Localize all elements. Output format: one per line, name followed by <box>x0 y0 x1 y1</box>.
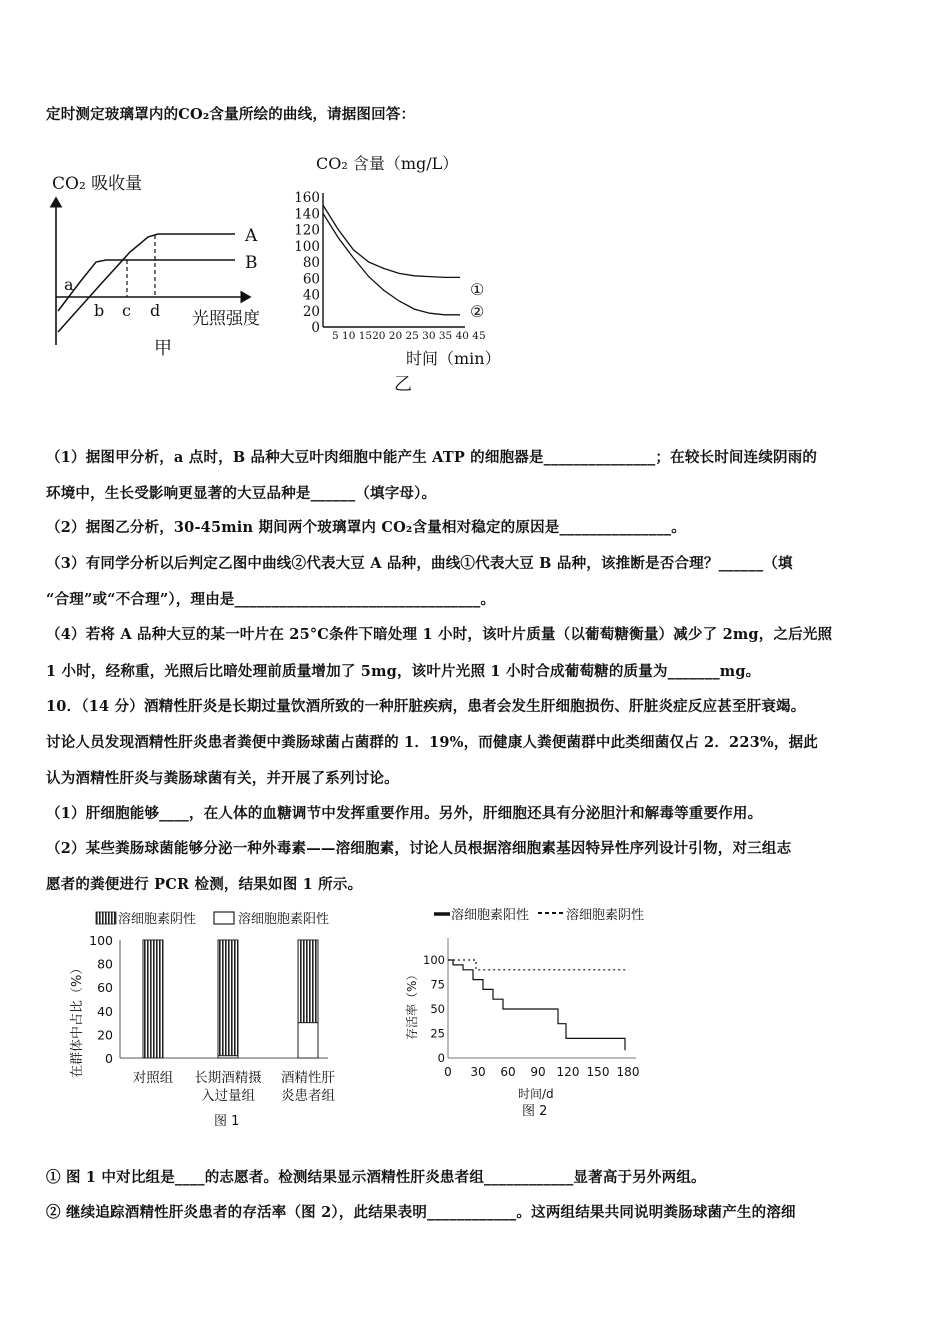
yi-ytick: 120 <box>294 222 320 239</box>
figure-1 <box>60 902 360 1137</box>
fig1-caption: 图 1 <box>214 1114 240 1129</box>
fig1-ytick: 80 <box>97 956 113 972</box>
fig1-category-label: 入过量组 <box>201 1088 255 1104</box>
fig2-ytick: 100 <box>423 953 445 967</box>
figure-yi <box>290 145 530 400</box>
fig1-legend-swatch-negative <box>96 912 116 924</box>
fig1-ytick: 40 <box>97 1003 113 1019</box>
intro-text: 定时测定玻璃罩内的CO₂含量所绘的曲线，请据图回答： <box>46 106 416 123</box>
jia-label-b-curve: B <box>245 253 258 273</box>
yi-ytick: 20 <box>302 303 320 320</box>
jia-point-a: a <box>64 275 74 294</box>
fig1-bars <box>143 940 318 1058</box>
fig2-ytick: 25 <box>430 1026 445 1041</box>
fig1-ytick: 100 <box>89 933 113 948</box>
fig2-legend-positive: 溶细胞素阳性 <box>451 908 530 923</box>
yi-xlabel: 时间（min） <box>406 349 501 368</box>
jia-point-c: c <box>122 301 131 320</box>
yi-caption: 乙 <box>394 374 412 395</box>
q4-text-1: （4）若将 A 品种大豆的某一叶片在 25°C条件下暗处理 1 小时，该叶片质量（以葡萄糖衡量）减少了 2mg，之后光照 <box>46 626 833 643</box>
yi-curve-1 <box>323 205 460 277</box>
fig1-bar-negative <box>218 940 238 1056</box>
yi-ylabel: CO₂ 含量（mg/L） <box>316 154 459 173</box>
fig1-ylabel: 在群体中占比（%） <box>70 961 85 1078</box>
fig1-legend-swatch-positive <box>214 912 234 924</box>
q1-text-2: 环境中，生长受影响更显著的大豆品种是______（填字母）。 <box>46 485 437 502</box>
fig2-xtick: 60 <box>500 1065 516 1079</box>
fig1-category-label: 炎患者组 <box>281 1088 335 1104</box>
fig1-ytick: 0 <box>105 1051 113 1066</box>
fig1-ytick: 60 <box>97 980 113 996</box>
figure-jia <box>40 160 290 370</box>
fig2-ytick: 50 <box>430 1002 445 1016</box>
yi-label-2: ② <box>470 302 485 321</box>
fig1-legend-positive: 溶细胞胞素阳性 <box>238 912 330 927</box>
yi-ytick: 40 <box>302 287 320 304</box>
yi-ytick: 0 <box>311 320 320 336</box>
yi-x-ticks: 5 10 1520 20 25 30 35 40 45 <box>332 330 486 342</box>
fig2-xtick: 180 <box>616 1065 640 1079</box>
fig2-xtick: 120 <box>556 1065 580 1079</box>
fig2-ytick: 0 <box>437 1051 445 1065</box>
fig1-category-label: 酒精性肝 <box>281 1070 335 1086</box>
fig2-legend-negative: 溶细胞素阴性 <box>566 908 645 923</box>
fig2-x-ticks <box>444 1065 639 1079</box>
jia-point-d: d <box>150 301 161 320</box>
yi-ytick: 80 <box>302 255 320 271</box>
sub1-text: ① 图 1 中对比组是____的志愿者。检测结果显示酒精性肝炎患者组____________显著高于另外两组。 <box>46 1169 706 1186</box>
fig2-xtick: 30 <box>470 1065 486 1079</box>
fig1-y-ticks <box>89 933 113 1066</box>
q3-text-2: “合理”或“不合理”），理由是_________________________________。 <box>46 591 496 608</box>
fig2-curve-positive <box>448 960 625 1050</box>
fig1-legend-negative: 溶细胞素阴性 <box>118 912 197 927</box>
yi-ytick: 140 <box>294 206 320 223</box>
q1-text-1: （1）据图甲分析，a 点时，B 品种大豆叶肉细胞中能产生 ATP 的细胞器是_______________；在较长时间连续阴雨的 <box>46 449 818 466</box>
fig1-bar-positive <box>298 1023 318 1058</box>
fig1-bar-negative <box>143 940 163 1058</box>
q10-2-text-2: 愿者的粪便进行 PCR 检测，结果如图 1 所示。 <box>46 876 363 893</box>
jia-caption: 甲 <box>154 338 172 359</box>
yi-y-ticks <box>294 190 320 336</box>
q2-text: （2）据图乙分析，30-45min 期间两个玻璃罩内 CO₂含量相对稳定的原因是_______________。 <box>46 519 686 536</box>
fig2-caption: 图 2 <box>522 1104 548 1119</box>
fig1-category-label: 长期酒精摄 <box>194 1070 262 1086</box>
fig2-y-ticks <box>423 953 445 1065</box>
q10-1-text: （1）肝细胞能够____，在人体的血糖调节中发挥重要作用。另外，肝细胞还具有分泌胆汁和解毒等重要作用。 <box>46 805 763 822</box>
q10-text-1: 10．（14 分）酒精性肝炎是长期过量饮酒所致的一种肝脏疾病，患者会发生肝细胞损伤、肝脏炎症反应甚至肝衰竭。 <box>46 698 806 715</box>
q10-text-3: 认为酒精性肝炎与粪肠球菌有关，并开展了系列讨论。 <box>46 770 399 787</box>
yi-ytick: 100 <box>294 238 320 255</box>
fig2-xtick: 0 <box>444 1065 452 1079</box>
sub2-text: ② 继续追踪酒精性肝炎患者的存活率（图 2），此结果表明____________。这两组结果共同说明粪肠球菌产生的溶细 <box>46 1204 796 1221</box>
jia-xlabel: 光照强度 <box>192 309 260 329</box>
yi-curve-2 <box>323 213 460 314</box>
jia-label-a-curve: A <box>245 226 258 246</box>
q10-text-2: 讨论人员发现酒精性肝炎患者粪便中粪肠球菌占菌群的 1．19%，而健康人粪便菌群中此类细菌仅占 2．223%，据此 <box>46 734 818 751</box>
figure-2 <box>400 900 660 1120</box>
fig1-bar-negative <box>298 940 318 1023</box>
fig1-category-label: 对照组 <box>132 1070 174 1086</box>
fig1-ytick: 20 <box>97 1027 113 1043</box>
fig2-curve-negative <box>448 960 628 970</box>
yi-label-1: ① <box>470 280 485 299</box>
fig2-xtick: 90 <box>530 1065 546 1079</box>
fig2-xlabel: 时间/d <box>518 1087 554 1101</box>
jia-ylabel: CO₂ 吸收量 <box>52 174 143 194</box>
fig1-categories <box>133 1069 336 1104</box>
fig2-ytick: 75 <box>430 977 445 992</box>
q4-text-2: 1 小时，经称重，光照后比暗处理前质量增加了 5mg，该叶片光照 1 小时合成葡萄糖的质量为_______mg。 <box>46 663 761 680</box>
q10-2-text-1: （2）某些粪肠球菌能够分泌一种外毒素——溶细胞素，讨论人员根据溶细胞素基因特异性序列设计引物，对三组志 <box>46 840 792 857</box>
fig2-ylabel: 存活率（%） <box>405 968 419 1040</box>
jia-point-b: b <box>94 301 105 320</box>
yi-ytick: 160 <box>294 190 320 206</box>
q3-text-1: （3）有同学分析以后判定乙图中曲线②代表大豆 A 品种，曲线①代表大豆 B 品种，该推断是否合理？______（填 <box>46 555 793 572</box>
fig2-xtick: 150 <box>586 1065 610 1079</box>
yi-ytick: 60 <box>302 271 320 288</box>
